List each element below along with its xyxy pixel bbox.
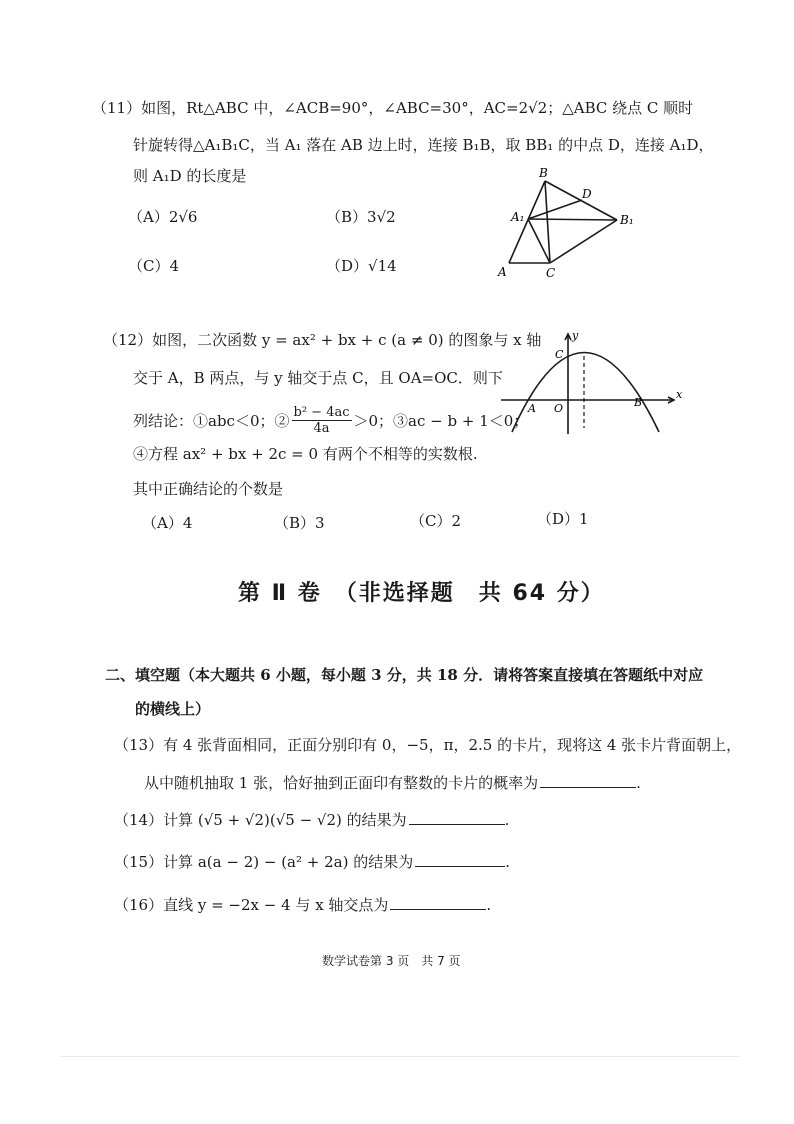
label-a: A bbox=[528, 402, 536, 415]
q14-answer-blank[interactable] bbox=[409, 810, 505, 825]
q12-line4: ④方程 ax² + bx + 2c = 0 有两个不相等的实数根. bbox=[133, 445, 478, 463]
page-footer: 数学试卷第 3 页 共 7 页 bbox=[322, 954, 461, 968]
q15-text: （15）计算 a(a − 2) − (a² + 2a) 的结果为 bbox=[114, 853, 414, 871]
q12-line3 bbox=[133, 405, 528, 436]
q11-option-c: （C）4 bbox=[128, 257, 180, 275]
q16-answer-blank[interactable] bbox=[390, 895, 486, 910]
q12-line1: （12）如图，二次函数 y = ax² + bx + c (a ≠ 0) 的图象与 x 轴 bbox=[103, 331, 542, 349]
q12-fraction-denominator: 4a bbox=[313, 421, 330, 436]
q12-fraction-numerator: b² − 4ac bbox=[293, 405, 350, 420]
q11-line2: 针旋转得△A₁B₁C，当 A₁ 落在 AB 边上时，连接 B₁B，取 BB₁ 的中点 D，连接 A₁D， bbox=[133, 136, 714, 154]
label-y: y bbox=[572, 329, 579, 342]
q16 bbox=[114, 895, 491, 915]
q13-answer-blank[interactable] bbox=[540, 773, 636, 788]
section2-heading-line1: 二、填空题（本大题共 6 小题，每小题 3 分，共 18 分．请将答案直接填在答题纸中对应 bbox=[105, 666, 704, 684]
label-a1: A₁ bbox=[511, 210, 525, 224]
q12-line5: 其中正确结论的个数是 bbox=[133, 480, 284, 498]
q11-option-a: （A）2√6 bbox=[128, 208, 198, 226]
q14 bbox=[114, 810, 509, 830]
bottom-divider bbox=[60, 1056, 740, 1057]
label-c: C bbox=[546, 266, 556, 280]
q14-end: . bbox=[504, 811, 510, 829]
q11-figure bbox=[490, 163, 670, 288]
q13-line1: （13）有 4 张背面相同，正面分别印有 0，−5，π，2.5 的卡片，现将这 4 张卡片背面朝上， bbox=[114, 736, 742, 754]
q12-line3-pre: 列结论：①abc＜0；② bbox=[133, 411, 290, 430]
part2-title: 第 Ⅱ 卷 （非选择题 共 64 分） bbox=[238, 581, 605, 606]
label-x: x bbox=[676, 388, 683, 401]
q12-option-b: （B）3 bbox=[274, 514, 325, 532]
parabola bbox=[512, 353, 659, 433]
q15-end: . bbox=[505, 853, 510, 871]
q12-line3-post: ＞0；③ac − b + 1＜0； bbox=[353, 411, 529, 430]
edge-a1c bbox=[528, 219, 550, 263]
q12-figure bbox=[496, 328, 686, 440]
label-b: B bbox=[634, 396, 643, 409]
q11-line1: （11）如图，Rt△ABC 中，∠ACB=90°，∠ABC=30°，AC=2√2；△ABC 绕点 C 顺时 bbox=[92, 99, 694, 117]
label-o: O bbox=[554, 402, 564, 415]
q16-text: （16）直线 y = −2x − 4 与 x 轴交点为 bbox=[114, 896, 389, 914]
q12-option-a: （A）4 bbox=[142, 514, 193, 532]
q12-option-c: （C）2 bbox=[410, 512, 462, 530]
q15 bbox=[114, 852, 510, 872]
label-b: B bbox=[539, 166, 548, 180]
q11-line3: 则 A₁D 的长度是 bbox=[133, 167, 247, 185]
label-d: D bbox=[582, 187, 592, 201]
q13-end: . bbox=[636, 774, 641, 792]
label-a: A bbox=[498, 265, 507, 279]
section2-heading-line2: 的横线上） bbox=[135, 700, 211, 718]
q11-option-d: （D）√14 bbox=[326, 257, 397, 275]
q12-option-d: （D）1 bbox=[537, 510, 589, 528]
edge-a1b1 bbox=[528, 219, 617, 220]
q14-text: （14）计算 (√5 + √2)(√5 − √2) 的结果为 bbox=[114, 811, 407, 829]
q12-fraction bbox=[292, 405, 352, 436]
label-b1: B₁ bbox=[620, 213, 634, 227]
q16-end: . bbox=[486, 896, 492, 914]
q13-text: 从中随机抽取 1 张，恰好抽到正面印有整数的卡片的概率为 bbox=[144, 774, 539, 792]
q13-line2 bbox=[144, 773, 641, 793]
q12-line2: 交于 A，B 两点，与 y 轴交于点 C，且 OA=OC．则下 bbox=[133, 369, 503, 387]
q11-option-b: （B）3√2 bbox=[326, 208, 396, 226]
label-c: C bbox=[555, 348, 564, 361]
edge-cb1 bbox=[550, 220, 617, 263]
edge-bc bbox=[545, 181, 550, 263]
q15-answer-blank[interactable] bbox=[415, 852, 505, 867]
